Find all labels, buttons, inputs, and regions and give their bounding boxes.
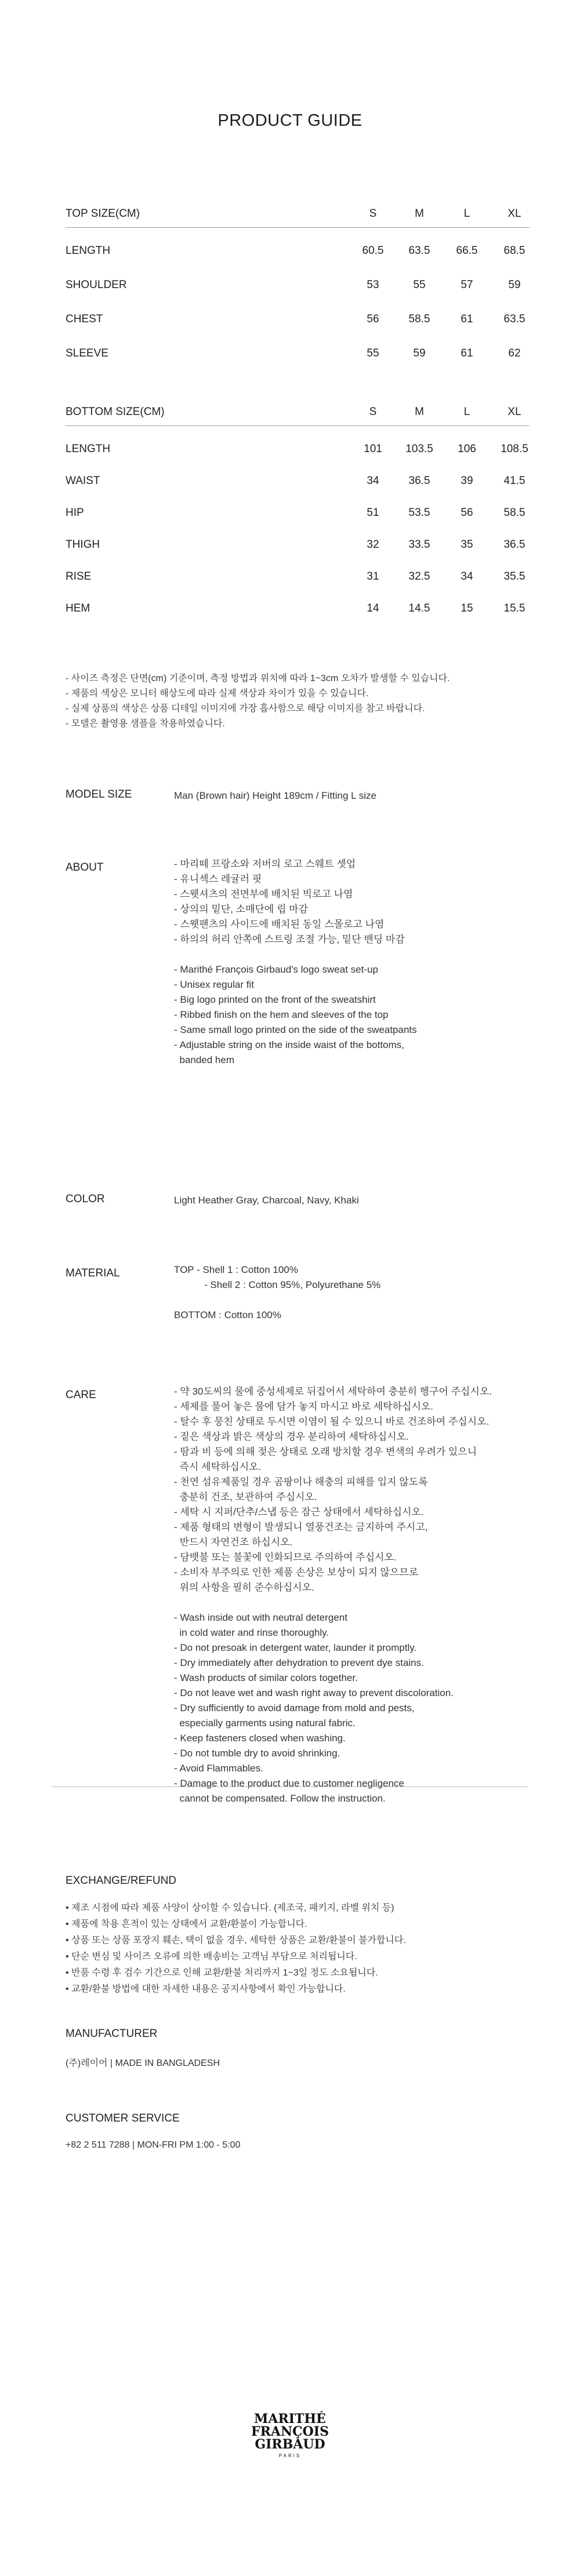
- about-line: - Ribbed finish on the hem and sleeves of the top: [174, 1009, 389, 1020]
- logo-line-2: FRANÇOIS: [251, 2424, 329, 2439]
- size-column-header: M: [415, 406, 424, 418]
- size-cell: 55: [413, 279, 426, 291]
- care-line: - 짙은 색상과 밝은 색상의 경우 분리하여 세탁하십시오.: [174, 1431, 409, 1442]
- size-cell: 36.5: [408, 475, 430, 487]
- note-line: - 제품의 색상은 모니터 해상도에 따라 실제 색상과 차이가 있을 수 있습니다.: [66, 689, 369, 698]
- care-line: - 제품 형태의 변형이 발생되니 열풍건조는 금지하여 주시고, 반드시 자연건조 하십시오.: [174, 1522, 428, 1548]
- size-row-label: SLEEVE: [66, 347, 108, 359]
- size-cell: 63.5: [503, 313, 525, 325]
- size-column-header: L: [463, 406, 470, 418]
- size-row-label: SHOULDER: [66, 279, 127, 291]
- size-column-header: S: [369, 208, 377, 220]
- about-line: [174, 947, 545, 962]
- manufacturer-value: (주)레이어 | MADE IN BANGLADESH: [66, 2058, 220, 2068]
- size-cell: 66.5: [456, 245, 478, 257]
- exchange-line: • 교환/환불 방법에 대한 자세한 내용은 공지사항에서 확인 가능합니다.: [66, 1984, 346, 1994]
- care-line: - Do not presoak in detergent water, launder it promptly.: [174, 1642, 417, 1653]
- size-cell: 33.5: [408, 539, 430, 551]
- care-body: [174, 1384, 545, 1806]
- care-line: - Dry sufficiently to avoid damage from mold and pests, especially garments using natural fabric.: [174, 1702, 415, 1729]
- size-cell: 59: [508, 279, 521, 291]
- size-row-label: HIP: [66, 507, 84, 519]
- logo-line-1: MARITHÉ: [254, 2411, 326, 2426]
- care-line: - Do not leave wet and wash right away to prevent discoloration.: [174, 1687, 454, 1698]
- logo-line-4: PARIS: [278, 2453, 302, 2458]
- exchange-line: • 제품에 착용 흔적이 있는 상태에서 교환/환불이 가능합니다.: [66, 1919, 307, 1929]
- color-label: COLOR: [66, 1193, 105, 1205]
- material-body: [174, 1262, 545, 1323]
- care-line: - Do not tumble dry to avoid shrinking.: [174, 1748, 340, 1759]
- care-line: - 담뱃불 또는 불꽃에 인화되므로 주의하여 주십시오.: [174, 1552, 397, 1563]
- logo-line-3: GIRBAUD: [255, 2437, 325, 2452]
- size-cell: 14.5: [408, 602, 430, 614]
- exchange-line: • 제조 시점에 따라 제품 사양이 상이할 수 있습니다. (제조국, 패키지, 라벨 위치 등): [66, 1903, 394, 1913]
- bottom-size-table: [66, 400, 530, 643]
- care-line: - Avoid Flammables.: [174, 1763, 263, 1774]
- size-cell: 63.5: [408, 245, 430, 257]
- care-line: - Damage to the product due to customer negligence cannot be compensated. Follow the instruction.: [174, 1778, 404, 1804]
- care-line: - Wash products of similar colors together.: [174, 1672, 358, 1683]
- care-line: - 탈수 후 뭉친 상태로 두시면 이염이 될 수 있으니 바로 건조하여 주십시오.: [174, 1416, 490, 1427]
- top-size-title: TOP SIZE(CM): [66, 208, 140, 220]
- size-cell: 14: [367, 602, 379, 614]
- size-cell: 31: [367, 570, 379, 583]
- note-line: - 사이즈 측정은 단면(cm) 기준이며, 측정 방법과 위치에 따라 1~3cm 오차가 발생할 수 있습니다.: [66, 674, 450, 683]
- size-cell: 34: [461, 570, 473, 583]
- size-row-label: CHEST: [66, 313, 103, 325]
- size-column-header: S: [369, 406, 377, 418]
- size-cell: 35: [461, 539, 473, 551]
- care-line: - Dry immediately after dehydration to prevent dye stains.: [174, 1657, 424, 1668]
- size-cell: 32.5: [408, 570, 430, 583]
- size-notes: [66, 671, 541, 732]
- exchange-list: [66, 1900, 541, 1998]
- care-line: - 세제를 풀어 놓은 물에 담가 놓지 마시고 바로 세탁하십시오.: [174, 1401, 434, 1412]
- size-cell: 101: [364, 443, 382, 455]
- care-line: - Keep fasteners closed when washing.: [174, 1733, 346, 1744]
- care-line: - Wash inside out with neutral detergent in cold water and rinse thoroughly.: [174, 1612, 347, 1638]
- size-cell: 56: [367, 313, 379, 325]
- size-cell: 103.5: [405, 443, 433, 455]
- about-line: - Marithé François Girbaud's logo sweat set-up: [174, 964, 378, 975]
- size-cell: 58.5: [408, 313, 430, 325]
- size-cell: 58.5: [503, 507, 525, 519]
- size-cell: 39: [461, 475, 473, 487]
- top-size-divider: [66, 227, 530, 228]
- care-line: - 약 30도씨의 물에 중성세제로 뒤집어서 세탁하여 충분히 헹구어 주십시오.: [174, 1386, 492, 1397]
- size-row-label: LENGTH: [66, 443, 111, 455]
- about-line: - Adjustable string on the inside waist of the bottoms, banded hem: [174, 1039, 404, 1065]
- size-cell: 34: [367, 475, 379, 487]
- size-cell: 56: [461, 507, 473, 519]
- size-cell: 61: [461, 347, 473, 359]
- size-cell: 41.5: [503, 475, 525, 487]
- size-cell: 51: [367, 507, 379, 519]
- about-line: - 하의의 허리 안쪽에 스트링 조절 가능, 밑단 밴딩 마감: [174, 934, 405, 945]
- size-row-label: THIGH: [66, 539, 100, 551]
- size-cell: 15.5: [503, 602, 525, 614]
- size-cell: 59: [413, 347, 426, 359]
- size-row-label: LENGTH: [66, 245, 111, 257]
- size-column-header: XL: [507, 406, 521, 418]
- size-cell: 106: [458, 443, 476, 455]
- about-line: - 상의의 밑단, 소매단에 립 마감: [174, 904, 309, 915]
- size-cell: 108.5: [501, 443, 528, 455]
- size-cell: 55: [367, 347, 379, 359]
- about-line: - Big logo printed on the front of the sweatshirt: [174, 994, 376, 1005]
- about-line: - Same small logo printed on the side of the sweatpants: [174, 1024, 417, 1035]
- size-column-header: L: [463, 208, 470, 220]
- about-body: [174, 857, 545, 1068]
- size-cell: 53.5: [408, 507, 430, 519]
- size-cell: 15: [461, 602, 473, 614]
- color-value: Light Heather Gray, Charcoal, Navy, Khaki: [174, 1195, 359, 1206]
- about-line: - 유니섹스 레귤러 핏: [174, 874, 262, 885]
- size-cell: 57: [461, 279, 473, 291]
- customer-service-label: CUSTOMER SERVICE: [66, 2112, 180, 2124]
- bottom-size-divider: [66, 425, 530, 426]
- model-size-label: MODEL SIZE: [66, 788, 132, 801]
- about-label: ABOUT: [66, 861, 104, 874]
- about-line: - 스웻팬츠의 사이드에 배치된 동일 스몰로고 나염: [174, 919, 385, 930]
- size-cell: 53: [367, 279, 379, 291]
- size-row-label: WAIST: [66, 475, 100, 487]
- size-row-label: RISE: [66, 570, 92, 583]
- material-label: MATERIAL: [66, 1267, 120, 1279]
- size-cell: 61: [461, 313, 473, 325]
- about-line: - Unisex regular fit: [174, 979, 254, 990]
- note-line: - 모델은 촬영용 샘플을 착용하였습니다.: [66, 719, 225, 729]
- manufacturer-label: MANUFACTURER: [66, 2028, 158, 2040]
- page-title: PRODUCT GUIDE: [217, 111, 362, 130]
- note-line: - 실제 상품의 색상은 상품 디테일 이미지에 가장 흡사함으로 해당 이미지를 참고 바랍니다.: [66, 704, 425, 714]
- top-size-table: [66, 202, 530, 387]
- brand-logo: [244, 2413, 336, 2458]
- exchange-line: • 상품 또는 상품 포장지 훼손, 택이 없을 경우, 세탁한 상품은 교환/환불이 불가합니다.: [66, 1935, 406, 1945]
- exchange-line: • 단순 변심 및 사이즈 오류에 의한 배송비는 고객님 부담으로 처리됩니다.: [66, 1952, 357, 1962]
- care-line: [174, 1595, 545, 1610]
- size-cell: 35.5: [503, 570, 525, 583]
- bottom-size-title: BOTTOM SIZE(CM): [66, 406, 165, 418]
- customer-service-value: +82 2 511 7288 | MON-FRI PM 1:00 - 5:00: [66, 2140, 241, 2150]
- care-line: - 세탁 시 지퍼/단추/스냅 등은 잠근 상태에서 세탁하십시오.: [174, 1507, 424, 1518]
- about-line: - 스웻셔츠의 전면부에 배치된 빅로고 나염: [174, 889, 353, 900]
- size-column-header: M: [415, 208, 424, 220]
- care-line: - 땀과 비 등에 의해 젖은 상태로 오래 방치할 경우 변색의 우려가 있으니 즉시 세탁하십시오.: [174, 1446, 477, 1472]
- care-line: - 천연 섬유제품일 경우 곰팡이나 해충의 피해를 입지 않도록 충분히 건조, 보관하여 주십시오.: [174, 1476, 428, 1502]
- size-cell: 36.5: [503, 539, 525, 551]
- material-bottom-line: BOTTOM : Cotton 100%: [174, 1309, 281, 1320]
- care-label: CARE: [66, 1389, 96, 1401]
- material-top-line-2: - Shell 2 : Cotton 95%, Polyurethane 5%: [204, 1279, 381, 1290]
- exchange-label: EXCHANGE/REFUND: [66, 1875, 177, 1887]
- size-cell: 60.5: [362, 245, 384, 257]
- size-row-label: HEM: [66, 602, 90, 614]
- model-size-value: Man (Brown hair) Height 189cm / Fitting L size: [174, 790, 376, 801]
- material-top-line-1: TOP - Shell 1 : Cotton 100%: [174, 1264, 298, 1275]
- size-cell: 32: [367, 539, 379, 551]
- exchange-line: • 반품 수령 후 검수 기간으로 인해 교환/환불 처리까지 1~3일 정도 소요됩니다.: [66, 1968, 378, 1978]
- care-line: - 소비자 부주의로 인한 제품 손상은 보상이 되지 않으므로 위의 사항을 필히 준수하십시오.: [174, 1567, 419, 1593]
- size-cell: 68.5: [503, 245, 525, 257]
- size-cell: 62: [508, 347, 521, 359]
- about-line: - 마리떼 프랑소와 저버의 로고 스웨트 셋업: [174, 858, 356, 869]
- size-column-header: XL: [507, 208, 521, 220]
